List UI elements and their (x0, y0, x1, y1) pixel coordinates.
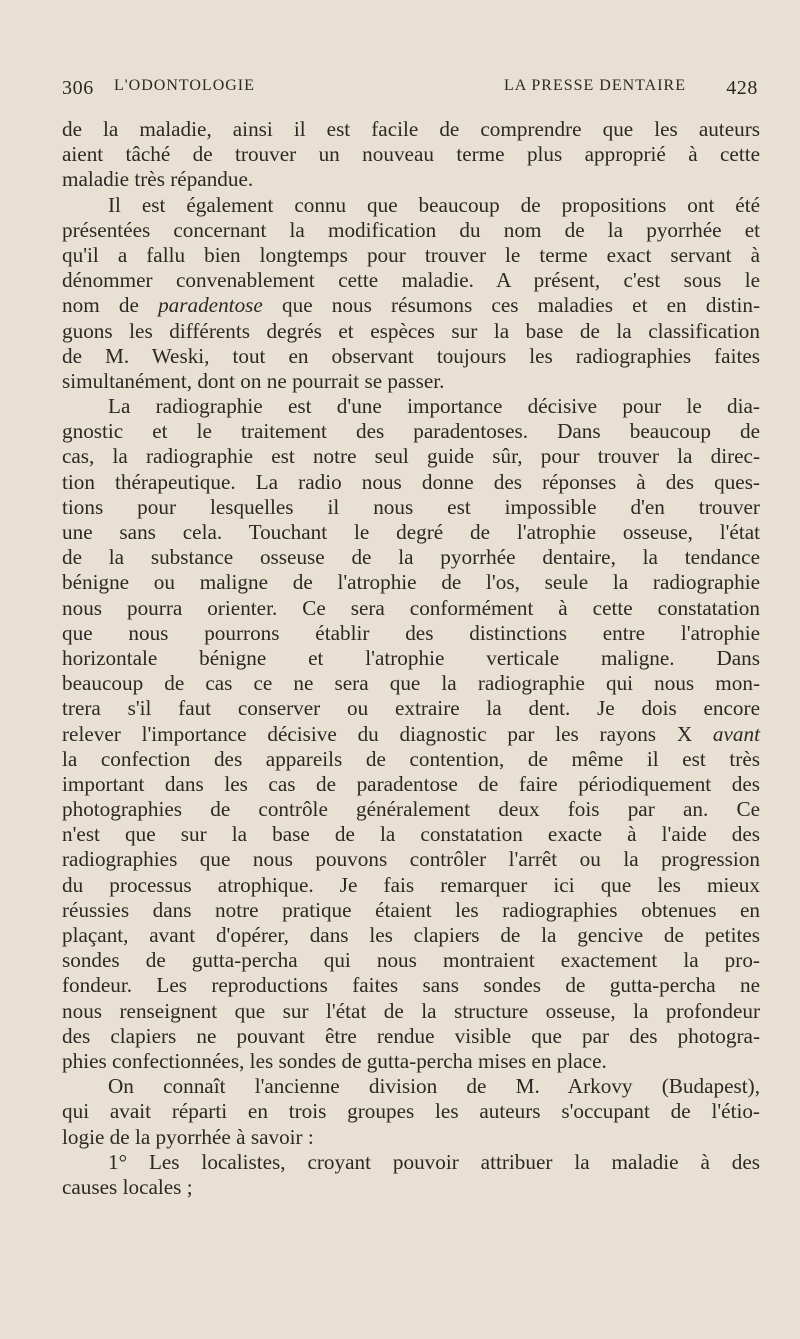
text-segment: nom de (62, 293, 159, 318)
right-page-number: 428 (726, 77, 758, 99)
text-line: aient tâché de trouver un nouveau terme plus approprié à cette (62, 142, 760, 167)
body-text (62, 117, 760, 1200)
text-line: photographies de contrôle généralement deux fois par an. Ce (62, 797, 760, 822)
text-line (62, 722, 760, 747)
left-page-number: 306 (62, 77, 94, 99)
text-line: La radiographie est d'une importance décisive pour le dia- (108, 394, 760, 419)
text-segment: relever l'importance décisive du diagnostic par les rayons X (62, 721, 713, 746)
text-line: des clapiers ne pouvant être rendue visible que par des photogra- (62, 1023, 760, 1048)
text-line: Il est également connu que beaucoup de propositions ont été (108, 192, 760, 217)
text-line: logie de la pyorrhée à savoir : (62, 1124, 314, 1149)
text-line: phies confectionnées, les sondes de gutta-percha mises en place. (62, 1048, 607, 1073)
running-header (62, 77, 758, 103)
text-line: de M. Weski, tout en observant toujours les radiographies faites (62, 343, 760, 368)
text-segment: que nous résumons ces maladies et en distin- (262, 293, 760, 318)
text-line: beaucoup de cas ce ne sera que la radiographie qui nous mon- (62, 671, 760, 696)
text-line: trera s'il faut conserver ou extraire la dent. Je dois encore (62, 696, 760, 721)
text-line: sondes de gutta-percha qui nous montraient exactement la pro- (62, 948, 760, 973)
text-line: causes locales ; (62, 1174, 193, 1199)
text-line: qui avait réparti en trois groupes les auteurs s'occupant de l'étio- (62, 1099, 760, 1124)
text-line: maladie très répandue. (62, 167, 254, 192)
text-line: radiographies que nous pouvons contrôler l'arrêt ou la progression (62, 847, 760, 872)
text-line: une sans cela. Touchant le degré de l'atrophie osseuse, l'état (62, 520, 760, 544)
italic-term: avant (712, 721, 760, 746)
text-line: 1° Les localistes, croyant pouvoir attribuer la maladie à des (108, 1149, 760, 1174)
text-line: tion thérapeutique. La radio nous donne des réponses à des ques- (62, 469, 760, 494)
text-line: fondeur. Les reproductions faites sans sondes de gutta-percha ne (62, 973, 760, 998)
text-line: la confection des appareils de contention, de même il est très (62, 746, 760, 771)
text-line: simultanément, dont on ne pourrait se passer. (62, 368, 445, 393)
left-running-title: L'ODONTOLOGIE (114, 77, 255, 94)
text-line: horizontale bénigne et l'atrophie verticale maligne. Dans (62, 645, 760, 670)
text-line: tions pour lesquelles il nous est impossible d'en trouver (62, 494, 760, 519)
text-line: nous pourra orienter. Ce sera conformément à cette constatation (62, 595, 760, 620)
text-line: On connaît l'ancienne division de M. Arkovy (Budapest), (108, 1074, 760, 1099)
text-line: qu'il a fallu bien longtemps pour trouver le terme exact servant à (62, 242, 760, 267)
italic-term: paradentose (158, 293, 263, 318)
text-line: que nous pourrons établir des distinctions entre l'atrophie (62, 620, 760, 645)
text-line: nous renseignent que sur l'état de la structure osseuse, la profondeur (62, 998, 760, 1023)
text-line: présentées concernant la modification du nom de la pyorrhée et (62, 217, 760, 242)
text-line: cas, la radiographie est notre seul guide sûr, pour trouver la direc- (62, 444, 760, 469)
right-running-title: LA PRESSE DENTAIRE (503, 77, 686, 94)
text-line: du processus atrophique. Je fais remarquer ici que les mieux (62, 872, 760, 897)
text-line: n'est que sur la base de la constatation exacte à l'aide des (62, 822, 760, 847)
text-line: important dans les cas de paradentose de faire périodiquement des (62, 771, 760, 796)
text-line: dénommer convenablement cette maladie. A présent, c'est sous le (62, 268, 760, 293)
text-line: gnostic et le traitement des paradentoses. Dans beaucoup de (62, 419, 760, 444)
text-line: bénigne ou maligne de l'atrophie de l'os, seule la radiographie (62, 570, 760, 595)
text-line: de la maladie, ainsi il est facile de comprendre que les auteurs (62, 117, 760, 141)
text-line: réussies dans notre pratique étaient les radiographies obtenues en (62, 897, 760, 922)
text-line (62, 293, 760, 318)
text-line: plaçant, avant d'opérer, dans les clapiers de la gencive de petites (62, 923, 760, 947)
text-line: guons les différents degrés et espèces sur la base de la classification (62, 318, 760, 343)
text-line: de la substance osseuse de la pyorrhée dentaire, la tendance (62, 545, 760, 570)
